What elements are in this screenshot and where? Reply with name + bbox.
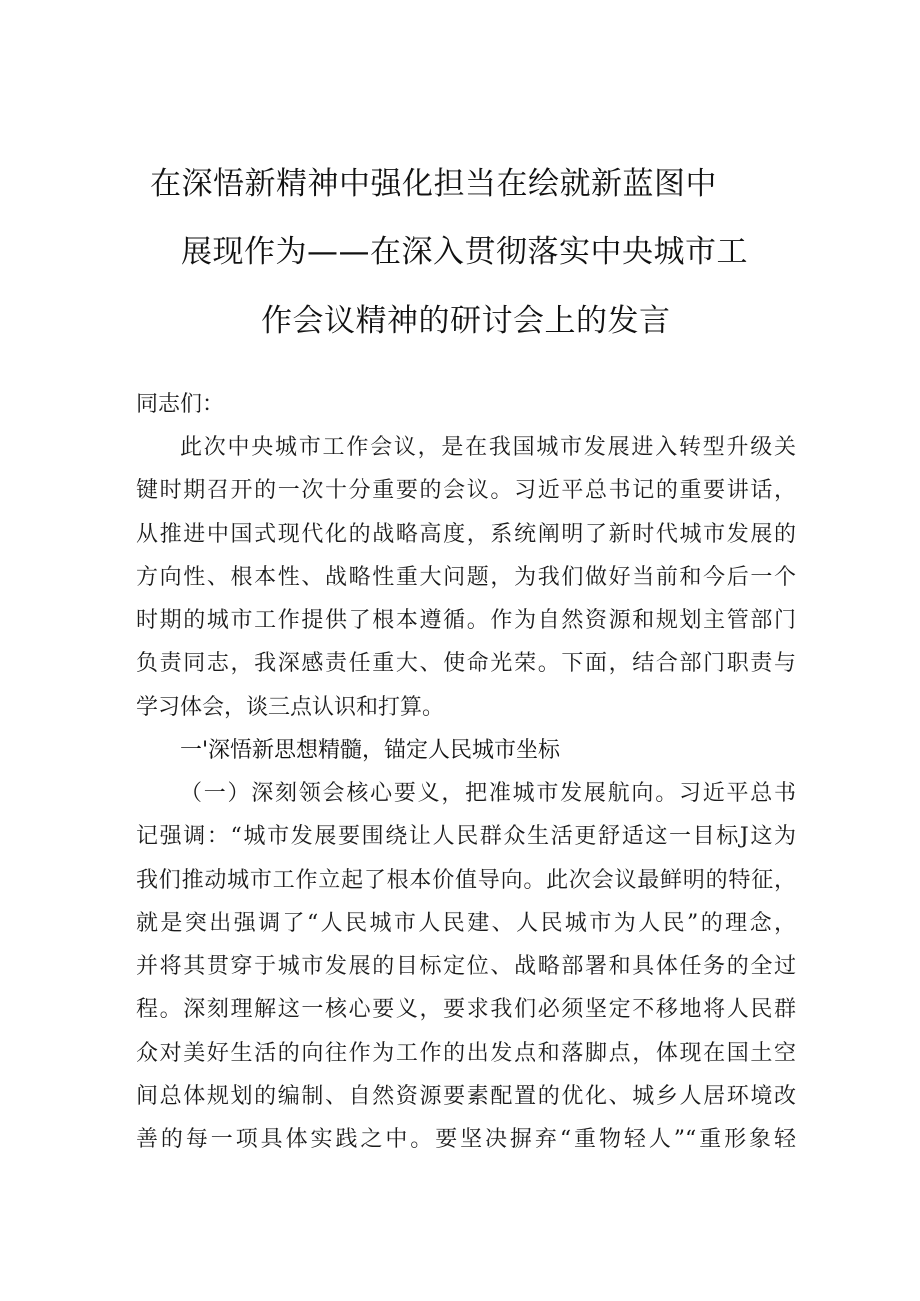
title-line-2: 展现作为——在深入贯彻落实中央城市工 xyxy=(181,234,748,270)
section-heading-1: 一'深悟新思想精髓，锚定人民城市坐标 xyxy=(180,738,561,763)
paragraph-line: 学习体会，谈三点认识和打算。 xyxy=(136,694,445,720)
salutation: 同志们： xyxy=(136,392,225,417)
paragraph-line: 负责同志，我深感责任重大、使命光荣。下面，结合部门职责与 xyxy=(136,651,796,677)
paragraph-line: （一）深刻领会核心要义，把准城市发展航向。习近平总书 xyxy=(180,781,796,806)
paragraph-line: 程。深刻理解这一核心要义，要求我们必须坚定不移地将人民群 xyxy=(136,997,796,1023)
paragraph-line: 方向性、根本性、战略性重大问题，为我们做好当前和今后一个 xyxy=(136,564,796,590)
paragraph-line: 就是突出强调了“人民城市人民建、人民城市为人民”的理念， xyxy=(136,910,796,936)
paragraph-line: 众对美好生活的向往作为工作的出发点和落脚点，体现在国土空 xyxy=(136,1040,796,1066)
paragraph-line: 我们推动城市工作立起了根本价值导向。此次会议最鲜明的特征， xyxy=(136,867,796,893)
paragraph-line: 记强调：“城市发展要围绕让人民群众生活更舒适这一目标J这为 xyxy=(136,824,796,850)
paragraph-1 xyxy=(136,426,796,729)
paragraph-line: 从推进中国式现代化的战略高度，系统阐明了新时代城市发展的 xyxy=(136,521,796,547)
paragraph-line: 键时期召开的一次十分重要的会议。习近平总书记的重要讲话， xyxy=(136,478,796,504)
paragraph-line: 善的每一项具体实践之中。要坚决摒弃“重物轻人”“重形象轻 xyxy=(136,1127,796,1153)
title-line-3: 作会议精神的研讨会上的发言 xyxy=(261,303,671,339)
paragraph-line: 此次中央城市工作会议，是在我国城市发展进入转型升级关 xyxy=(180,435,796,460)
paragraph-line: 间总体规划的编制、自然资源要素配置的优化、城乡人居环境改 xyxy=(136,1084,796,1110)
paragraph-2 xyxy=(136,772,796,1162)
title-line-1: 在深悟新精神中强化担当在绘就新蓝图中 xyxy=(150,166,717,202)
paragraph-line: 并将其贯穿于城市发展的目标定位、战略部署和具体任务的全过 xyxy=(136,954,796,980)
paragraph-line: 时期的城市工作提供了根本遵循。作为自然资源和规划主管部门 xyxy=(136,608,796,634)
